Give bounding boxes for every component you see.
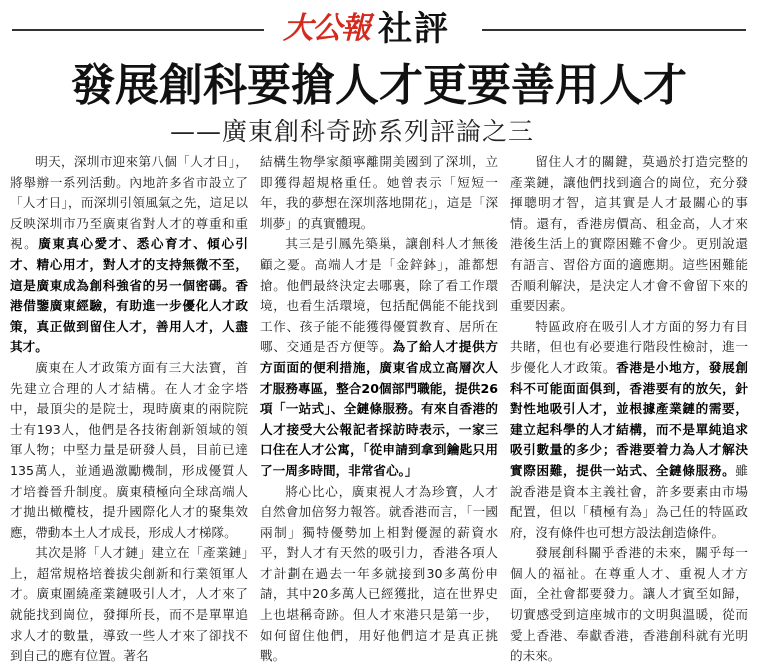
article-paragraph <box>260 482 498 667</box>
body-text: 其次是將「人才鏈」建立在「產業鏈」上，超常規格培養拔尖創新和行業領軍人才。廣東圍繞產業鏈吸引人才，人才來了就能找到崗位，發揮所長，而不是單單追求人才的數量，導致一些人才來了卻找不到自己的應有位置。著名 <box>10 545 248 664</box>
emphasis-text: 香港是小地方，發展創科不可能面面俱到，香港要有的放矢，針對性地吸引人才，並根據產業鏈的需要，建立起科學的人才結構，而不是單純追求吸引數量的多少；香港要着力為人才解決實際困難，提供一站式、全鏈條服務。 <box>510 359 749 478</box>
article-paragraph <box>260 234 498 481</box>
article-column <box>510 152 749 664</box>
body-text: 特區政府在吸引人才方面的努力有目共睹，但也有必要進行階段性檢討，進一步優化人才政策。 <box>510 318 748 375</box>
masthead-rule-left <box>12 29 264 31</box>
article-column <box>10 152 249 664</box>
masthead <box>0 4 758 54</box>
body-text: 廣東在人才政策方面有三大法寶，首先建立合理的人才結構。在人才金字塔中，最頂尖的是院士，現時廣東的兩院院士有193人，他們是各技術創新領域的領軍人物；中堅力量是研發人員，目前已達135萬人，並通過激勵機制，形成優質人才培養晉升制度。廣東積極向全球高端人才拋出橄欖枝，提升國際化人才的聚集效應，帶動本土人才成長，形成人才梯隊。 <box>10 359 248 540</box>
article-paragraph <box>510 317 748 544</box>
emphasis-text: 為了給人才提供方方面面的便利措施，廣東省成立高層次人才服務專區，整合20個部門職能，提供26項「一站式」、全鏈條服務。有來自香港的人才接受大公報記者採訪時表示，一家三口住在人才公寓，「從申請到拿到鑰匙只用了一周多時間，非常省心。」 <box>260 339 499 478</box>
article-paragraph <box>10 358 248 543</box>
article-body <box>10 152 749 664</box>
body-text: 結構生物學家顏寧離開美國到了深圳，立即獲得超規格重任。她曾表示「短短一年，我的夢想在深圳落地開花」，這是「深圳夢」的真實體現。 <box>260 154 498 231</box>
masthead-logo <box>283 4 450 54</box>
article-paragraph <box>10 543 248 667</box>
body-text: 將心比心，廣東視人才為珍寶，人才自然會加倍努力報答。就香港而言，「一國兩制」獨特優勢加上相對優渥的薪資水平，對人才有天然的吸引力，香港各項人才計劃在過去一年多就接到30多萬份申請，其中20多萬人已經獲批，這在世界史上也堪稱奇跡。但人才來港只是第一步，如何留住他們，用好他們這才是真正挑戰。 <box>260 483 498 664</box>
article-paragraph <box>10 152 248 358</box>
article-paragraph <box>510 152 748 317</box>
body-text: 留住人才的關鍵，莫過於打造完整的產業鏈，讓他們找到適合的崗位，充分發揮聰明才智，這其實是人才最關心的事情。還有，香港房價高、租金高，人才來港後生活上的實際困難不會少。更別說還有語言、習俗方面的適應期。這些困難能否順利解決，是決定人才會不會留下來的重要因素。 <box>510 154 748 314</box>
body-text: 其三是引鳳先築巢，讓創科人才無後顧之憂。高端人才是「金鋅鉢」，誰都想搶。他們最終決定去哪裏，除了看工作環境，也看生活環境，包括配偶能不能找到工作、孩子能不能獲得優質教育、居所在哪、交通是否方便等。 <box>260 236 498 355</box>
body-text: 明天，深圳市迎來第八個「人才日」，將舉辦一系列活動。內地許多省市設立了「人才日」，而深圳引領風氣之先，這足以反映深圳市乃至廣東省對人才的尊重和重視。 <box>10 154 248 252</box>
article-paragraph <box>260 152 498 234</box>
brand-logo: 大公報 <box>283 11 370 46</box>
subheadline: ——廣東創科奇跡系列評論之三 <box>170 117 535 146</box>
headline: 發展創科要搶人才更要善用人才 <box>71 60 687 111</box>
article-column <box>260 152 499 664</box>
emphasis-text: 廣東真心愛才、悉心育才、傾心引才、精心用才，對人才的支持無微不至，這是廣東成為創科強省的另一個密碼。香港借鑒廣東經驗，有助進一步優化人才政策，真正做到留住人才，善用人才，人盡其才。 <box>10 236 249 355</box>
body-text: 雖說香港是資本主義社會，許多要素由市場配置，但以「積極有為」為己任的特區政府，沒有條件也可想方設法創造條件。 <box>510 462 748 540</box>
section-title: 社評 <box>378 9 450 49</box>
article-paragraph <box>510 543 748 667</box>
body-text: 發展創科關乎香港的未來，關乎每一個人的福祉。在尊重人才、重視人才方面，全社會都要發力。讓人才賓至如歸，切實感受到這座城市的文明與溫暖，從而愛上香港、奉獻香港，香港創科就有光明的未來。 <box>510 545 748 664</box>
masthead-rule-right <box>482 29 746 31</box>
